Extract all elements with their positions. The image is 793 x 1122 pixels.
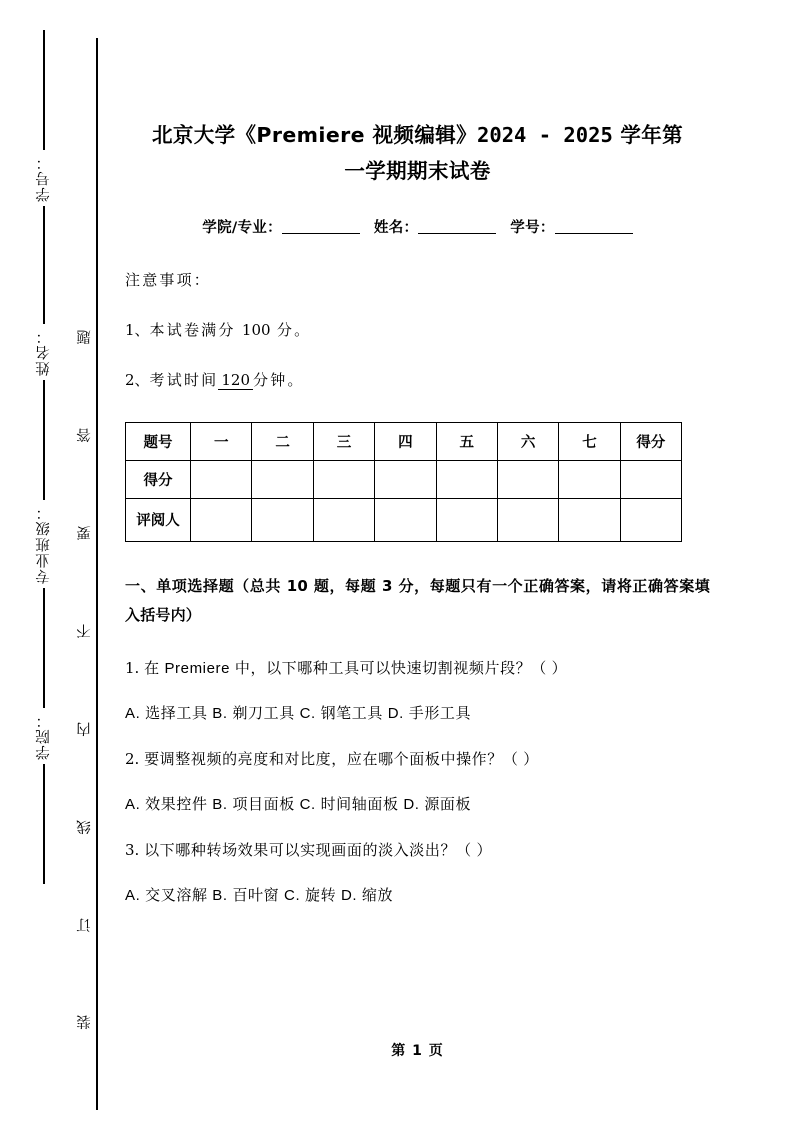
score-table-header-label: 题号 <box>126 422 191 460</box>
question-1-options[interactable]: A. 选择工具 B. 剃刀工具 C. 钢笔工具 D. 手形工具 <box>125 705 472 723</box>
student-info-line <box>125 190 710 237</box>
score-cell[interactable] <box>559 460 620 498</box>
score-cell[interactable] <box>375 460 436 498</box>
sidebar-rule-segment <box>43 380 45 500</box>
student-id-input[interactable] <box>555 218 633 234</box>
name-label: 姓名： <box>373 219 419 236</box>
notes-heading: 注意事项： <box>125 271 212 289</box>
question-1-number: 1. <box>125 659 140 678</box>
sidebar-rule-segment <box>43 764 45 884</box>
question-3-text: 以下哪种转场效果可以实现画面的淡入淡出？（ ） <box>139 842 493 860</box>
question-3-stem <box>125 812 710 858</box>
note-1-text-b: 分。 <box>270 321 312 339</box>
reviewer-cell[interactable] <box>252 498 313 541</box>
binding-margin-sidebar <box>0 0 115 1122</box>
note-1-text-a: 本试卷满分 <box>149 321 242 339</box>
student-id-label: 学号： <box>510 219 555 236</box>
question-2-stem <box>125 721 710 767</box>
section-heading-multiple-choice: 一、单项选择题（总共 10 题，每题 3 分，每题只有一个正确答案，请将正确答案填入括号内） <box>125 576 710 624</box>
score-table-col-2: 二 <box>252 422 313 460</box>
question-2-text: 要调整视频的亮度和对比度，应在哪个面板中操作？（ ） <box>139 751 539 769</box>
sidebar-label-student-id: 学号： <box>35 154 52 202</box>
note-item-2 <box>125 338 710 388</box>
sidebar-label-name: 姓名： <box>35 328 52 376</box>
table-row <box>126 422 682 460</box>
score-table-col-total: 得分 <box>620 422 681 460</box>
sidebar-rule-segment <box>43 206 45 324</box>
reviewer-cell[interactable] <box>313 498 374 541</box>
reviewer-cell[interactable] <box>559 498 620 541</box>
exam-page-body <box>125 0 710 1122</box>
question-1-stem <box>125 630 710 676</box>
binding-notice-char: 装 <box>76 1015 93 1030</box>
score-table-col-1: 一 <box>191 422 252 460</box>
score-cell[interactable] <box>497 460 558 498</box>
question-2-number: 2. <box>125 750 140 769</box>
binding-notice-char: 答 <box>76 427 93 443</box>
binding-notice-char: 订 <box>76 917 93 933</box>
score-table-col-3: 三 <box>313 422 374 460</box>
binding-notice-char: 线 <box>76 819 93 835</box>
binding-notice-char: 内 <box>76 721 93 737</box>
note-2-number: 2、 <box>125 370 150 389</box>
page-title-years: 2024 - 2025 <box>477 123 613 147</box>
reviewer-cell[interactable] <box>497 498 558 541</box>
score-cell[interactable] <box>252 460 313 498</box>
note-2-text-b: 分钟。 <box>253 371 305 389</box>
sidebar-label-college: 学院： <box>35 712 52 760</box>
page-title-line2: 一学期期末试卷 <box>344 158 491 183</box>
binding-notice-char: 要 <box>76 525 93 541</box>
note-1-number: 1、 <box>125 320 150 339</box>
sidebar-binding-notice-column <box>70 330 100 1030</box>
binding-notice-char: 不 <box>76 623 93 639</box>
table-row <box>126 460 682 498</box>
score-summary-table <box>125 422 682 542</box>
reviewer-cell[interactable] <box>620 498 681 541</box>
page-title <box>125 0 710 190</box>
page-title-prefix: 北京大学《Premiere 视频编辑》 <box>151 123 478 147</box>
note-1-total-score: 100 <box>241 320 271 339</box>
score-table-col-4: 四 <box>375 422 436 460</box>
name-input[interactable] <box>418 218 496 234</box>
score-row-label: 得分 <box>126 460 191 498</box>
sidebar-rule-segment <box>43 588 45 708</box>
reviewer-cell[interactable] <box>436 498 497 541</box>
sidebar-student-info-column <box>18 30 70 1095</box>
question-2-options[interactable]: A. 效果控件 B. 项目面板 C. 时间轴面板 D. 源面板 <box>125 796 472 814</box>
question-1-text: 在 Premiere 中，以下哪种工具可以快速切割视频片段？（ ） <box>139 660 568 678</box>
page-title-suffix: 学年第 <box>612 123 684 147</box>
table-row <box>126 498 682 541</box>
score-table-col-7: 七 <box>559 422 620 460</box>
sidebar-label-class: 专业班级： <box>35 504 52 584</box>
question-3-number: 3. <box>125 841 140 860</box>
score-cell[interactable] <box>313 460 374 498</box>
college-major-input[interactable] <box>282 218 360 234</box>
note-2-duration: 120 <box>218 371 253 390</box>
score-table-col-6: 六 <box>497 422 558 460</box>
reviewer-cell[interactable] <box>191 498 252 541</box>
reviewer-row-label: 评阅人 <box>126 498 191 541</box>
page-number-footer: 第 1 页 <box>391 1043 444 1059</box>
binding-notice-char: 题 <box>76 330 93 345</box>
college-major-label: 学院/专业： <box>202 219 282 236</box>
score-cell[interactable] <box>620 460 681 498</box>
reviewer-cell[interactable] <box>375 498 436 541</box>
note-item-1 <box>125 288 710 338</box>
note-2-text-a: 考试时间 <box>149 371 219 389</box>
score-cell[interactable] <box>436 460 497 498</box>
score-table-col-5: 五 <box>436 422 497 460</box>
question-3-options[interactable]: A. 交叉溶解 B. 百叶窗 C. 旋转 D. 缩放 <box>125 887 394 905</box>
score-cell[interactable] <box>191 460 252 498</box>
sidebar-rule-segment <box>43 30 45 150</box>
